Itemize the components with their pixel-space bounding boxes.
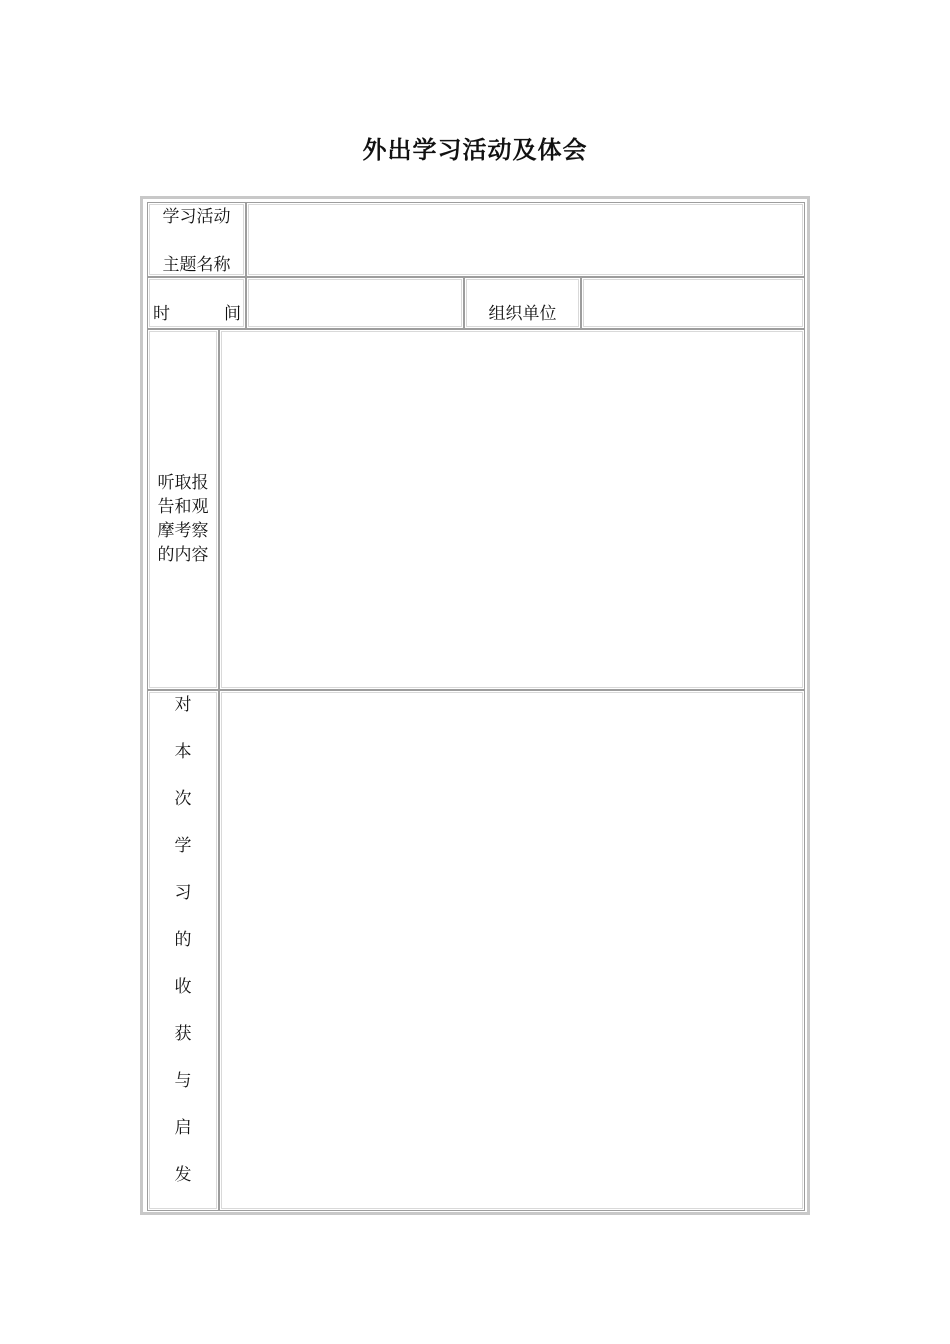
reflection-label-char: 本 bbox=[174, 742, 192, 762]
content-value-cell[interactable] bbox=[219, 329, 805, 690]
organizer-label-cell bbox=[464, 277, 581, 329]
content-label-line: 听取报 bbox=[157, 473, 209, 493]
content-label bbox=[148, 471, 218, 567]
reflection-label-char: 学 bbox=[174, 836, 192, 856]
topic-label-line1: 学习活动 bbox=[162, 207, 231, 227]
organizer-value-cell[interactable] bbox=[581, 277, 805, 329]
reflection-label-char: 习 bbox=[174, 883, 192, 903]
reflection-label-char: 的 bbox=[174, 930, 192, 950]
reflection-label-char: 次 bbox=[174, 789, 192, 809]
reflection-label-char: 收 bbox=[174, 977, 192, 997]
form-table bbox=[140, 196, 810, 1215]
reflection-value-cell[interactable] bbox=[219, 690, 805, 1211]
reflection-label-char: 与 bbox=[174, 1071, 192, 1091]
reflection-label-char: 对 bbox=[174, 695, 192, 715]
content-label-line: 摩考察 bbox=[157, 521, 209, 541]
reflection-label-char: 获 bbox=[174, 1024, 192, 1044]
reflection-label-cell bbox=[147, 690, 219, 1211]
content-label-line: 的内容 bbox=[157, 545, 209, 565]
reflection-label bbox=[148, 693, 218, 1210]
topic-label-line2: 主题名称 bbox=[162, 255, 231, 275]
time-label-left: 时 bbox=[153, 304, 170, 324]
content-label-cell bbox=[147, 329, 219, 690]
reflection-label-char: 启 bbox=[174, 1118, 192, 1138]
reflection-label-char: 发 bbox=[174, 1165, 192, 1185]
topic-label-cell bbox=[147, 202, 246, 277]
topic-value-cell[interactable] bbox=[246, 202, 805, 277]
time-label-right: 间 bbox=[224, 304, 241, 324]
page-title: 外出学习活动及体会 bbox=[362, 135, 588, 164]
time-value-cell[interactable] bbox=[246, 277, 464, 329]
time-label-cell bbox=[147, 277, 246, 329]
organizer-label: 组织单位 bbox=[488, 304, 557, 324]
content-label-line: 告和观 bbox=[157, 497, 209, 517]
